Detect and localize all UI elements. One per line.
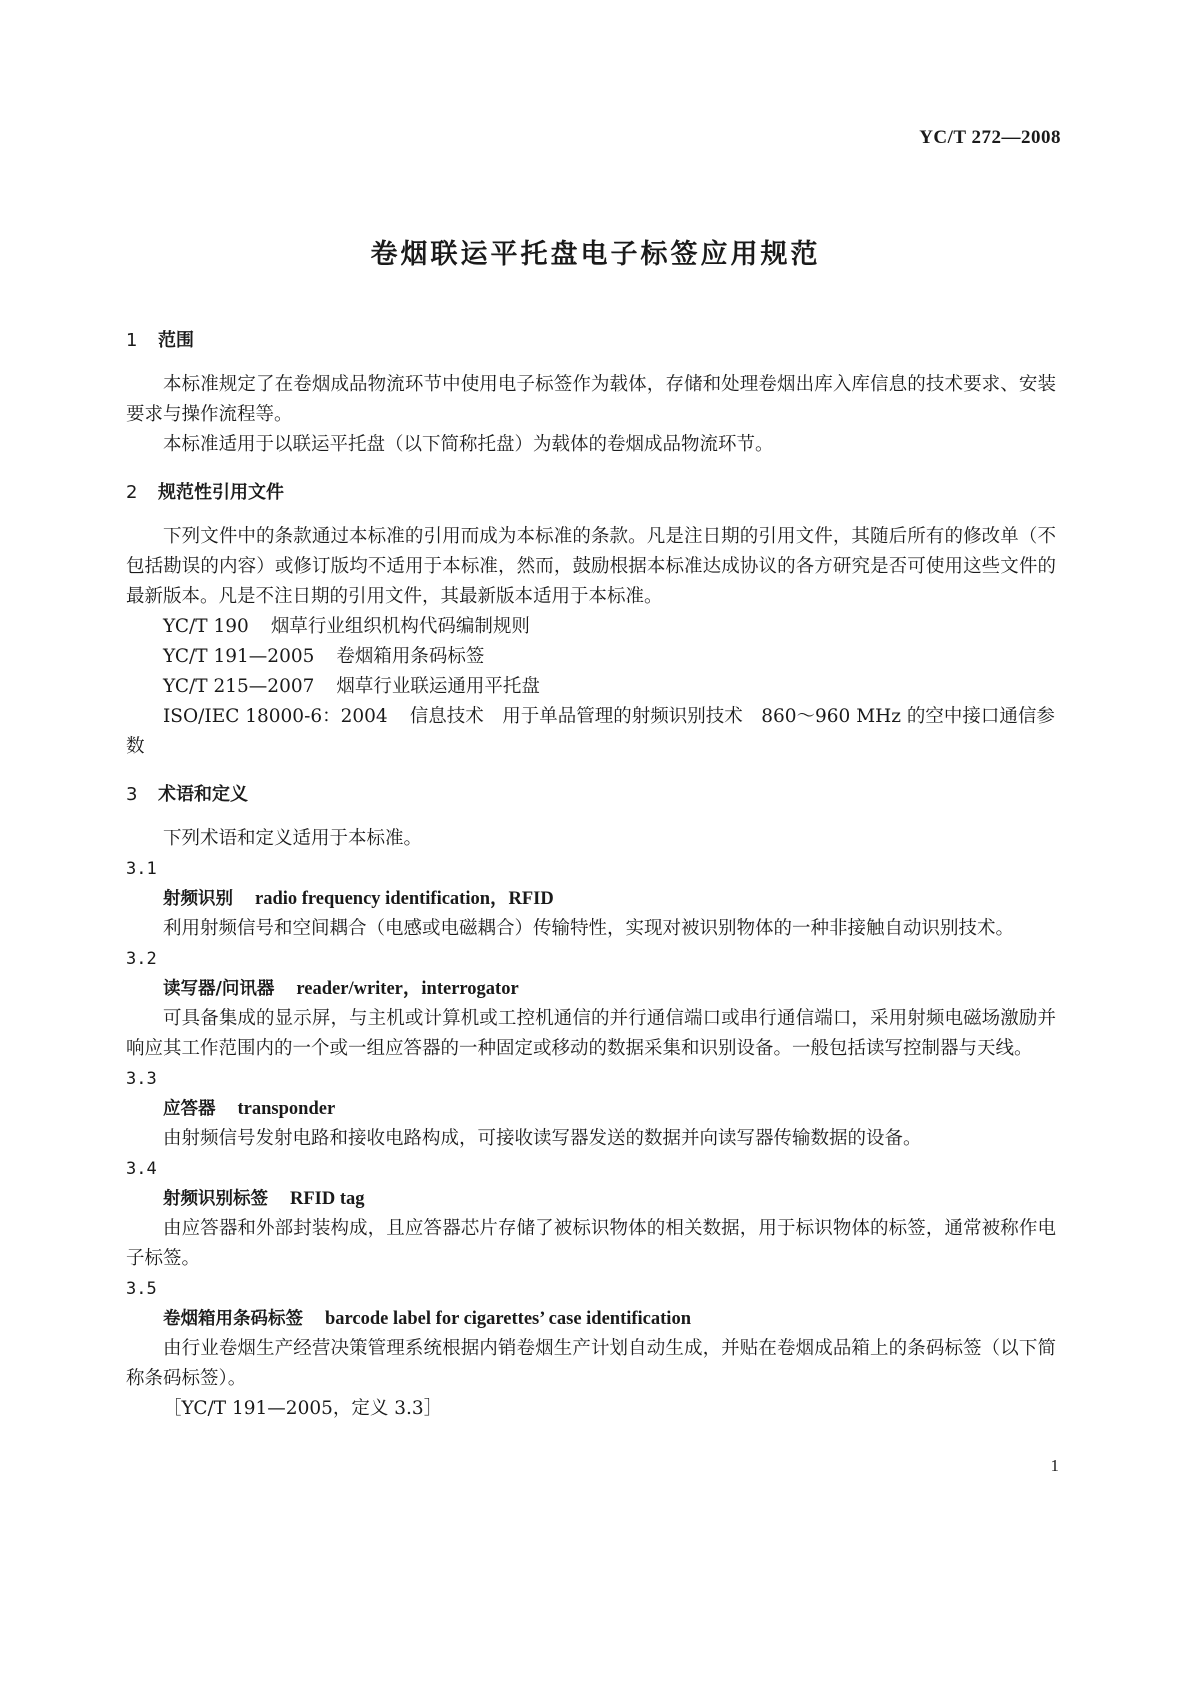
term-name-zh: 射频识别 — [163, 889, 233, 909]
reference-item — [126, 702, 1056, 762]
document-title: 卷烟联运平托盘电子标签应用规范 — [370, 239, 821, 270]
reference-code: YC/T 190 — [163, 616, 249, 637]
reference-item — [126, 642, 1056, 672]
section-3-intro: 下列术语和定义适用于本标准。 — [163, 828, 423, 849]
term-name-en: transponder — [237, 1099, 336, 1119]
term-name — [126, 1304, 1056, 1334]
term-name — [126, 1184, 1056, 1214]
section-1-paragraph: 本标准适用于以联运平托盘（以下简称托盘）为载体的卷烟成品物流环节。 — [163, 434, 774, 455]
term-name-zh: 读写器/问讯器 — [163, 979, 275, 999]
section-title: 术语和定义 — [158, 784, 248, 805]
term-name-en: reader/writer，interrogator — [296, 979, 519, 999]
term-name-en: RFID tag — [290, 1189, 365, 1209]
section-1-paragraph: 本标准规定了在卷烟成品物流环节中使用电子标签作为载体，存储和处理卷烟出库入库信息的技术要求、安装要求与操作流程等。 — [126, 374, 1056, 425]
term-name-zh: 射频识别标签 — [163, 1189, 268, 1209]
term-name-zh: 应答器 — [163, 1099, 216, 1119]
term-definition: 可具备集成的显示屏，与主机或计算机或工控机通信的并行通信端口或串行通信端口，采用射频电磁场激励并响应其工作范围内的一个或一组应答器的一种固定或移动的数据采集和识别设备。一般包括读写控制器与天线。 — [126, 1008, 1056, 1059]
section-2-intro: 下列文件中的条款通过本标准的引用而成为本标准的条款。凡是注日期的引用文件，其随后所有的修改单（不包括勘误的内容）或修订版均不适用于本标准，然而，鼓励根据本标准达成协议的各方研究是否可使用这些文件的最新版本。凡是不注日期的引用文件，其最新版本适用于本标准。 — [126, 526, 1056, 607]
term-name-en: radio frequency identification，RFID — [255, 889, 554, 909]
term-definition: 由应答器和外部封装构成，且应答器芯片存储了被标识物体的相关数据，用于标识物体的标签，通常被称作电子标签。 — [126, 1218, 1056, 1269]
term-number: 3.2 — [126, 949, 157, 969]
document-body — [126, 326, 1056, 1424]
section-title: 规范性引用文件 — [158, 482, 284, 503]
term-definition: 由射频信号发射电路和接收电路构成，可接收读写器发送的数据并向读写器传输数据的设备。 — [163, 1128, 922, 1149]
reference-code: YC/T 215—2007 — [163, 676, 315, 697]
section-number: 2 — [126, 482, 138, 503]
term-name — [126, 1094, 1056, 1124]
section-3-heading — [126, 780, 1056, 810]
reference-title: 烟草行业联运通用平托盘 — [336, 676, 540, 697]
standard-code: YC/T 272—2008 — [919, 127, 1061, 148]
term-definition: 由行业卷烟生产经营决策管理系统根据内销卷烟生产计划自动生成，并贴在卷烟成品箱上的条码标签（以下简称条码标签）。 — [126, 1338, 1056, 1389]
reference-item — [126, 672, 1056, 702]
term-source-note: ［YC/T 191—2005，定义 3.3］ — [163, 1398, 443, 1419]
reference-title: 烟草行业组织机构代码编制规则 — [270, 616, 530, 637]
section-2-heading — [126, 478, 1056, 508]
term-name — [126, 884, 1056, 914]
reference-item — [126, 612, 1056, 642]
reference-title: 卷烟箱用条码标签 — [336, 646, 485, 667]
reference-code: YC/T 191—2005 — [163, 646, 315, 667]
term-number: 3.4 — [126, 1159, 157, 1179]
reference-title: 信息技术 用于单品管理的射频识别技术 860～960 MHz 的空中接口通信参数 — [126, 706, 1055, 757]
section-number: 1 — [126, 330, 138, 351]
section-number: 3 — [126, 784, 138, 805]
page-number: 1 — [1050, 1456, 1059, 1475]
term-name — [126, 974, 1056, 1004]
term-number: 3.3 — [126, 1069, 157, 1089]
section-title: 范围 — [158, 330, 194, 351]
term-name-zh: 卷烟箱用条码标签 — [163, 1309, 303, 1329]
section-1-heading — [126, 326, 1056, 356]
term-definition: 利用射频信号和空间耦合（电感或电磁耦合）传输特性，实现对被识别物体的一种非接触自动识别技术。 — [163, 918, 1015, 939]
term-number: 3.1 — [126, 859, 157, 879]
term-number: 3.5 — [126, 1279, 157, 1299]
reference-code: ISO/IEC 18000-6：2004 — [163, 706, 388, 727]
term-name-en: barcode label for cigarettes’ case identification — [325, 1309, 691, 1329]
